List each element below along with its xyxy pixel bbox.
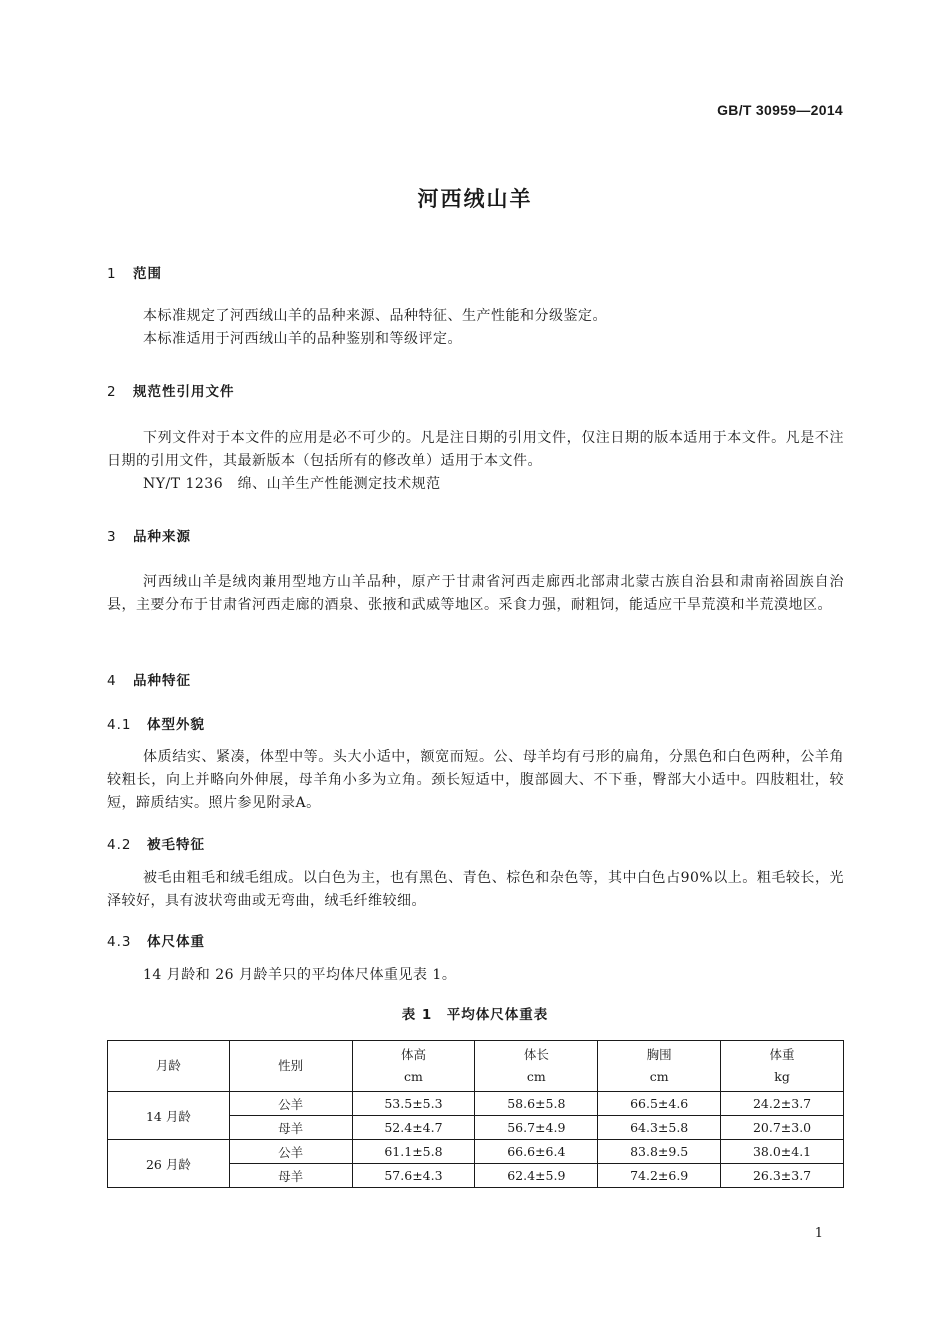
chest-cell: 83.8±9.5	[598, 1140, 721, 1164]
section-1-heading	[107, 262, 162, 282]
length-cell: 62.4±5.9	[475, 1164, 598, 1188]
subsection-number: 4.2	[107, 837, 132, 853]
page-title: 河西绒山羊	[417, 187, 533, 211]
subsection-number: 4.1	[107, 717, 132, 733]
header-label: 体重	[769, 1047, 795, 1062]
subsection-title: 体型外貌	[147, 717, 205, 733]
body-size-weight-table	[107, 1040, 844, 1188]
header-weight	[721, 1041, 844, 1092]
section-3-heading	[107, 525, 191, 545]
table-row	[108, 1092, 844, 1116]
length-cell: 58.6±5.8	[475, 1092, 598, 1116]
subsection-title: 体尺体重	[147, 934, 205, 950]
subsection-4-2-heading	[107, 833, 205, 853]
paragraph: 河西绒山羊是绒肉兼用型地方山羊品种，原产于甘肃省河西走廊西北部肃北蒙古族自治县和肃南裕固族自治县，主要分布于甘肃省河西走廊的酒泉、张掖和武威等地区。采食力强，耐粗饲，能适应干旱荒漠和半荒漠地区。	[107, 574, 844, 613]
age-cell: 14 月龄	[108, 1092, 230, 1140]
header-age: 月龄	[108, 1041, 230, 1092]
header-label: 胸围	[646, 1047, 672, 1062]
subsection-4-1-heading	[107, 713, 205, 733]
section-title: 规范性引用文件	[133, 384, 235, 400]
section-title: 范围	[133, 266, 162, 282]
height-cell: 57.6±4.3	[352, 1164, 475, 1188]
normative-reference: NY/T 1236 绵、山羊生产性能测定技术规范	[143, 476, 441, 492]
paragraph: 14 月龄和 26 月龄羊只的平均体尺体重见表 1。	[143, 967, 457, 983]
section-4-heading	[107, 669, 191, 689]
paragraph: 被毛由粗毛和绒毛组成。以白色为主，也有黑色、青色、棕色和杂色等，其中白色占90%以上。粗毛较长，光泽较好，具有波状弯曲或无弯曲，绒毛纤维较细。	[107, 870, 844, 909]
section-2-heading	[107, 380, 235, 400]
weight-cell: 20.7±3.0	[721, 1116, 844, 1140]
table-row	[108, 1140, 844, 1164]
header-chest	[598, 1041, 721, 1092]
sex-cell: 母羊	[229, 1116, 352, 1140]
section-title: 品种特征	[133, 673, 191, 689]
section-number: 2	[107, 384, 117, 400]
subsection-4-3-heading	[107, 930, 205, 950]
weight-cell: 24.2±3.7	[721, 1092, 844, 1116]
header-unit: kg	[774, 1069, 790, 1084]
header-length	[475, 1041, 598, 1092]
table-caption: 表 1 平均体尺体重表	[401, 1007, 549, 1023]
table-header-row	[108, 1041, 844, 1092]
section-number: 1	[107, 266, 117, 282]
paragraph: 本标准适用于河西绒山羊的品种鉴别和等级评定。	[143, 331, 462, 347]
height-cell: 53.5±5.3	[352, 1092, 475, 1116]
sex-cell: 母羊	[229, 1164, 352, 1188]
paragraph: 体质结实、紧凑，体型中等。头大小适中，额宽而短。公、母羊均有弓形的扁角，分黑色和白色两种，公羊角较粗长，向上并略向外伸展，母羊角小多为立角。颈长短适中，腹部圆大、不下垂，臀部大小适中。四肢粗壮，较短，蹄质结实。照片参见附录A。	[107, 749, 844, 811]
weight-cell: 26.3±3.7	[721, 1164, 844, 1188]
paragraph: 本标准规定了河西绒山羊的品种来源、品种特征、生产性能和分级鉴定。	[143, 308, 607, 324]
chest-cell: 66.5±4.6	[598, 1092, 721, 1116]
subsection-title: 被毛特征	[147, 837, 205, 853]
subsection-number: 4.3	[107, 934, 132, 950]
chest-cell: 64.3±5.8	[598, 1116, 721, 1140]
header-label: 体长	[523, 1047, 549, 1062]
length-cell: 56.7±4.9	[475, 1116, 598, 1140]
height-cell: 52.4±4.7	[352, 1116, 475, 1140]
header-height	[352, 1041, 475, 1092]
header-unit: cm	[526, 1069, 546, 1084]
sex-cell: 公羊	[229, 1092, 352, 1116]
header-unit: cm	[649, 1069, 669, 1084]
paragraph: 下列文件对于本文件的应用是必不可少的。凡是注日期的引用文件，仅注日期的版本适用于本文件。凡是不注日期的引用文件，其最新版本（包括所有的修改单）适用于本文件。	[107, 430, 844, 469]
sex-cell: 公羊	[229, 1140, 352, 1164]
header-sex: 性别	[229, 1041, 352, 1092]
height-cell: 61.1±5.8	[352, 1140, 475, 1164]
section-number: 3	[107, 529, 117, 545]
section-title: 品种来源	[133, 529, 191, 545]
standard-number: GB/T 30959—2014	[717, 102, 843, 118]
weight-cell: 38.0±4.1	[721, 1140, 844, 1164]
header-unit: cm	[404, 1069, 423, 1084]
header-label: 体高	[400, 1047, 426, 1062]
page-number: 1	[814, 1226, 823, 1241]
age-cell: 26 月龄	[108, 1140, 230, 1188]
section-number: 4	[107, 673, 117, 689]
length-cell: 66.6±6.4	[475, 1140, 598, 1164]
chest-cell: 74.2±6.9	[598, 1164, 721, 1188]
